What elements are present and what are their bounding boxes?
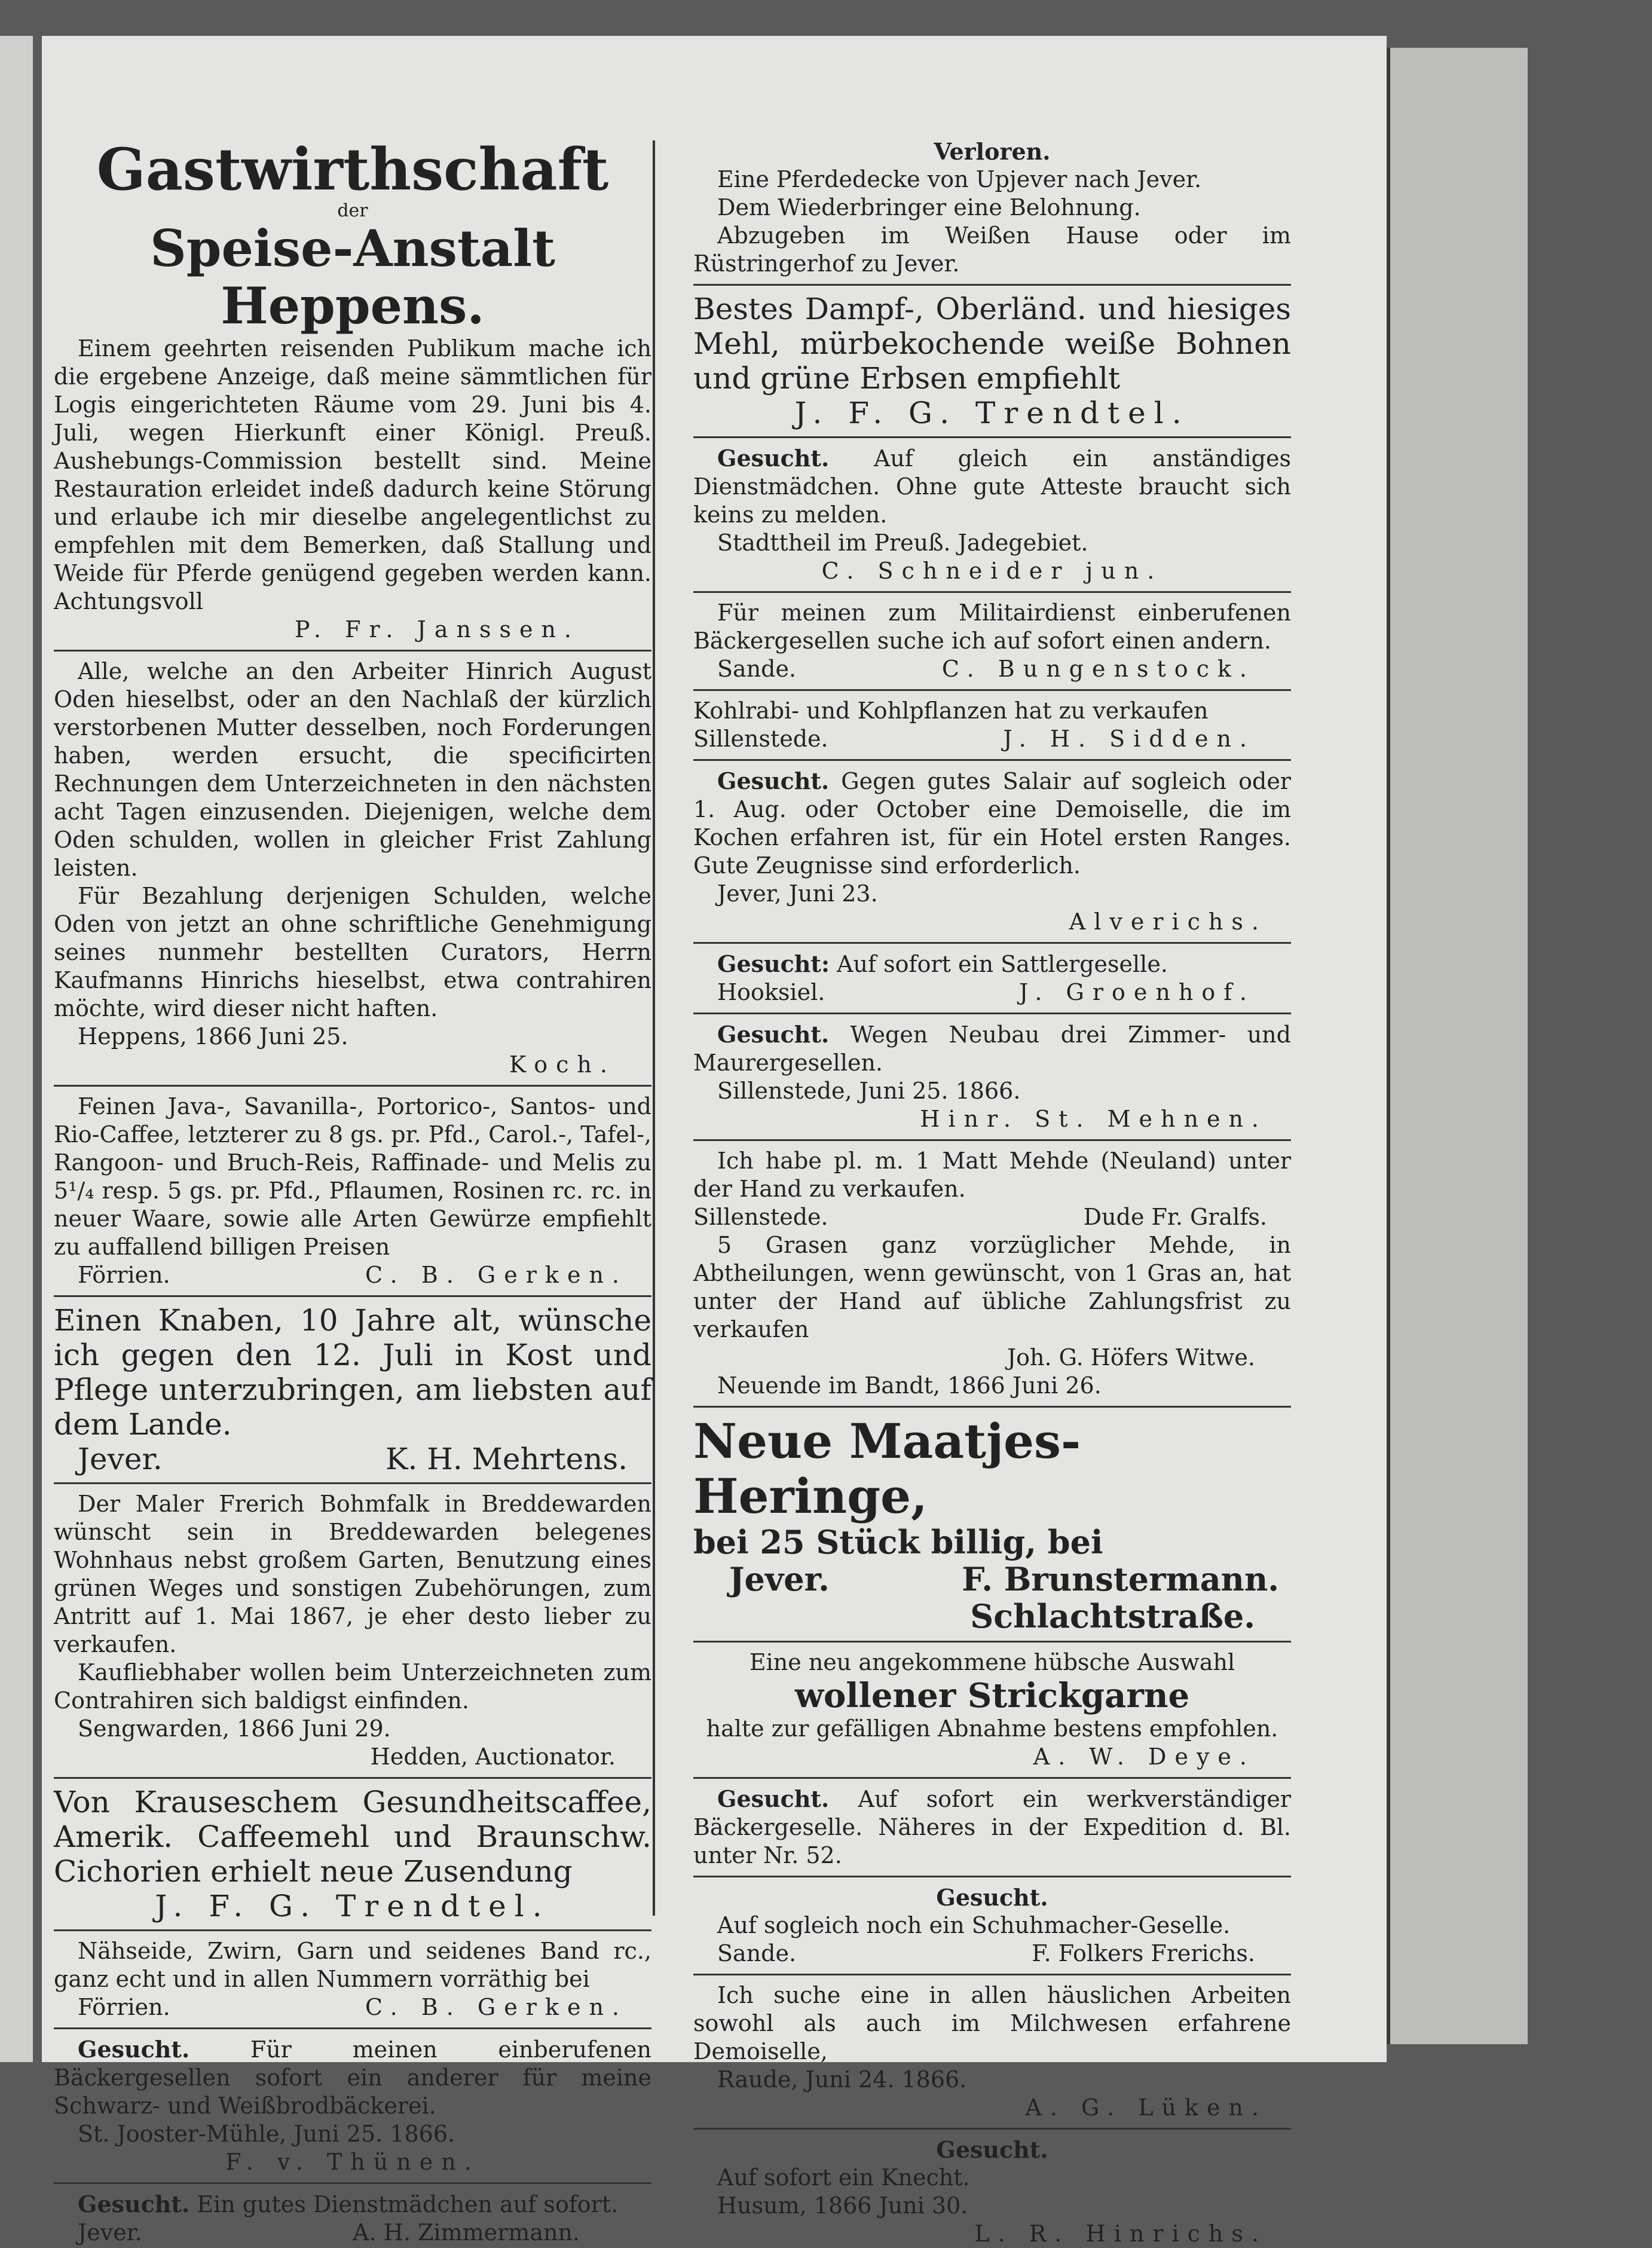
ad-signature: C. Schneider jun. [821, 558, 1163, 584]
separator [693, 689, 1291, 691]
ad-signature: F. v. Thünen. [225, 2149, 480, 2175]
ad-signature: Dude Fr. Gralfs. [1083, 1204, 1267, 1230]
ad-body: Auf sofort ein werkverständiger Bäckergeselle. Näheres in der Expedition d. Bl. unter Nr. 52. [693, 1786, 1291, 1868]
ad-signature: A. H. Zimmermann. [353, 2219, 580, 2246]
ad-body: Von Krauseschem Gesundheitscaffee, Amerik. Caffeemehl und Braunschw. Cichorien erhielt neue Zusendung [54, 1785, 651, 1889]
ad-label: Gesucht. [78, 2191, 190, 2218]
ad-date: Jever, Juni 23. [717, 880, 878, 907]
ad-place: Jever. [78, 1442, 163, 1476]
ad-place: Sande. [717, 656, 797, 682]
ad-body: Eine neu angekommene hübsche Auswahl [749, 1649, 1235, 1675]
ad-body: Bestes Dampf-, Oberländ. und hiesiges Mehl, mürbekochende weiße Bohnen und grüne Erbsen empfiehlt [693, 292, 1291, 396]
ad-signature: Joh. G. Höfers Witwe. [1007, 1344, 1255, 1371]
separator [54, 2182, 651, 2184]
ad-label: Gesucht. [78, 2036, 190, 2063]
ad-schuhmacher [693, 1883, 1291, 1968]
ad-body: Auf sogleich noch ein Schuhmacher-Geselle. [717, 1912, 1231, 1938]
ad-place: Jever. [729, 1560, 830, 1598]
ad-sattlergeselle [693, 950, 1291, 1007]
ad-body: Auf sofort ein Sattlergeselle. [837, 951, 1168, 977]
ad-title: Verloren. [934, 138, 1051, 165]
separator [693, 1406, 1291, 1408]
ad-baeckergeselle [54, 2035, 651, 2176]
ad-dienstmaedchen-gesucht [693, 444, 1291, 585]
right-column [693, 137, 1291, 2248]
ad-label: Gesucht. [936, 1884, 1048, 1911]
ad-signature: J. F. G. Trendtel. [794, 396, 1190, 430]
ad-title: Gastwirthschaft [96, 136, 609, 203]
ad-body: Für Bezahlung derjenigen Schulden, welche Oden von jetzt an ohne schriftliche Genehmigung seines nunmehr bestellten Curators, Herrn Kaufmanns Hinrichs hieselbst, etwa contrahiren möchte, wird dieser nicht haften. [54, 883, 651, 1021]
ad-body: Feinen Java-, Savanilla-, Portorico-, Santos- und Rio-Caffee, letzterer zu 8 gs. pr. Pfd., Carol.-, Tafel-, Rangoon- und Bruch-Reis, Raffinade- und Melis zu 5¹/₄ resp. 5 gs. pr. Pfd., Pflaumen, Rosinen rc. rc. in neuer Waare, sowie alle Arten Gewürze empfiehlt zu auffallend billigen Preisen [54, 1093, 651, 1260]
ad-maatjes-heringe [693, 1414, 1291, 1635]
ad-body: 5 Grasen ganz vorzüglicher Mehde, in Abtheilungen, wenn gewünscht, von 1 Gras an, hat unter der Hand auf übliche Zahlungsfrist zu verkaufen [693, 1232, 1291, 1342]
ad-date: St. Jooster-Mühle, Juni 25. 1866. [78, 2121, 455, 2147]
separator [693, 2128, 1291, 2130]
ad-werkverstaendig [693, 1785, 1291, 1870]
ad-place: Förrien. [78, 1994, 170, 2020]
separator [693, 1013, 1291, 1014]
ad-dienstmaedchen [54, 2190, 651, 2247]
separator [54, 1929, 651, 1931]
ad-mehde [693, 1147, 1291, 1400]
ad-place: Förrien. [78, 1262, 170, 1288]
ad-body: Für meinen zum Militairdienst einberufenen Bäckergesellen suche ich auf sofort einen andern. [693, 600, 1291, 654]
ad-body: Auf gleich ein anständiges Dienstmädchen. Ohne gute Atteste braucht sich keins zu melden. [693, 445, 1291, 528]
ad-signature: J. F. G. Trendtel. [155, 1889, 550, 1923]
ad-date: Heppens, 1866 Juni 25. [78, 1023, 348, 1050]
ad-label: Gesucht: [717, 950, 830, 977]
ad-signature: Hedden, Auctionator. [370, 1744, 616, 1770]
separator [54, 1482, 651, 1484]
ad-place: Jever. [78, 2219, 142, 2246]
ad-signature: J. Groenhof. [1019, 979, 1255, 1005]
ad-signature: L. R. Hinrichs. [974, 2221, 1267, 2247]
ad-body: Alle, welche an den Arbeiter Hinrich August Oden hieselbst, oder an den Nachlaß der kürzlich verstorbenen Mutter desselben, noch Forderungen haben, werden ersucht, die specificirten Rechnungen dem Unterzeichneten in den nächsten acht Tagen einzusenden. Diejenigen, welche dem Oden schulden, wollen in gleicher Frist Zahlung leisten. [54, 658, 651, 881]
ad-java-caffee [54, 1093, 651, 1289]
book-page-edges [1387, 48, 1528, 2044]
ad-signature: A. W. Deye. [1033, 1744, 1255, 1770]
ad-date: Raude, Juni 24. 1866. [717, 2066, 967, 2093]
ad-body: Dem Wiederbringer eine Belohnung. [717, 194, 1141, 221]
ad-knecht [693, 2136, 1291, 2248]
ad-body: Wegen Neubau drei Zimmer- und Maurergesellen. [693, 1021, 1291, 1076]
ad-mehl [693, 292, 1291, 430]
ad-oden [54, 657, 651, 1079]
ad-title: Neue Maatjes-Heringe, [693, 1413, 1081, 1524]
ad-maler [54, 1490, 651, 1771]
ad-body: Einem geehrten reisenden Publikum mache ich die ergebene Anzeige, daß meine sämmtlichen für Logis eingerichteten Räume vom 29. Juni bis 4. Juli, wegen Hierkunft einer Königl. Preuß. Aushebungs-Commission bestellt sind. Meine Restauration erleidet indeß dadurch keine Störung und erlaube ich mir dieselbe angelegentlichst zu empfehlen mit dem Bemerken, daß Stallung und Weide für Pferde genügend gegeben werden kann. Achtungsvoll [54, 335, 651, 614]
separator [693, 436, 1291, 438]
separator [693, 1641, 1291, 1643]
ad-body: Abzugeben im Weißen Hause oder im Rüstringerhof zu Jever. [693, 222, 1291, 277]
ad-body: halte zur gefälligen Abnahme bestens empfohlen. [706, 1715, 1278, 1742]
ad-strickgarne [693, 1648, 1291, 1771]
ad-signature: C. B. Gerken. [365, 1262, 628, 1288]
ad-body: bei 25 Stück billig, bei [693, 1523, 1103, 1561]
separator [693, 1876, 1291, 1877]
ad-label: Gesucht. [717, 1785, 830, 1812]
ad-date: Sillenstede, Juni 25. 1866. [717, 1078, 1021, 1104]
separator [54, 1777, 651, 1779]
left-column [54, 137, 651, 2247]
ad-body: Auf sofort ein Knecht. [717, 2164, 970, 2191]
ad-place: Sillenstede. [693, 726, 828, 752]
column-divider [653, 140, 655, 1916]
ad-signature: Hinr. St. Mehnen. [920, 1106, 1267, 1132]
ad-signature: F. Brunstermann. [962, 1560, 1279, 1598]
ad-knaben [54, 1303, 651, 1476]
ad-place: Stadttheil im Preuß. Jadegebiet. [717, 530, 1088, 556]
ad-militairdienst [693, 599, 1291, 683]
ad-signature: J. H. Sidden. [1003, 726, 1255, 752]
separator [54, 650, 651, 652]
ad-body: Ich habe pl. m. 1 Matt Mehde (Neuland) unter der Hand zu verkaufen. [693, 1148, 1291, 1202]
ad-body: Kohlrabi- und Kohlpflanzen hat zu verkaufen [693, 698, 1209, 724]
ad-signature: C. Bungenstock. [941, 656, 1255, 682]
ad-body: Nähseide, Zwirn, Garn und seidenes Band rc., ganz echt und in allen Nummern vorräthig bei [54, 1938, 651, 1992]
ad-demoiselle [693, 767, 1291, 936]
ad-signature: A. G. Lüken. [1025, 2094, 1267, 2121]
ad-body: Einen Knaben, 10 Jahre alt, wünsche ich gegen den 12. Juli in Kost und Pflege unterzubringen, am liebsten auf dem Lande. [54, 1303, 651, 1442]
separator [693, 1974, 1291, 1975]
separator [54, 1085, 651, 1087]
ad-signature: K. H. Mehrtens. [386, 1442, 628, 1476]
separator [693, 1139, 1291, 1141]
separator [693, 1777, 1291, 1779]
ad-subtitle: der [337, 200, 368, 221]
ad-body: Für meinen einberufenen Bäckergesellen sofort ein anderer für meine Schwarz- und Weißbrodbäckerei. [54, 2036, 651, 2119]
ad-signature: P. Fr. Janssen. [295, 616, 580, 643]
ad-signature: Alverichs. [1069, 909, 1267, 935]
ad-naehseide [54, 1937, 651, 2021]
ad-body: Gegen gutes Salair auf sogleich oder 1. Aug. oder October eine Demoiselle, die im Kochen erfahren ist, für ein Hotel ersten Ranges. Gute Zeugnisse sind erforderlich. [693, 768, 1291, 879]
ad-signature: F. Folkers Frerichs. [1032, 1940, 1255, 1966]
ad-address: Schlachtstraße. [970, 1597, 1255, 1635]
ad-title: Speise-Anstalt Heppens. [150, 219, 555, 335]
ad-place: Sillenstede. [693, 1204, 828, 1230]
ad-signature: Koch. [509, 1051, 616, 1078]
separator [693, 284, 1291, 286]
ad-gastwirthschaft [54, 137, 651, 644]
ad-label: Gesucht. [936, 2136, 1048, 2163]
separator [693, 759, 1291, 761]
ad-verloren [693, 137, 1291, 278]
ad-date: Neuende im Bandt, 1866 Juni 26. [717, 1372, 1102, 1399]
ad-body: Ich suche eine in allen häuslichen Arbeiten sowohl als auch im Milchwesen erfahrene Demoiselle, [693, 1982, 1291, 2065]
ad-label: Gesucht. [717, 1021, 830, 1048]
ad-haeusliche-arbeiten [693, 1981, 1291, 2122]
separator [54, 1295, 651, 1297]
left-page-edge [0, 36, 33, 2062]
ad-body: Kaufliebhaber wollen beim Unterzeichneten zum Contrahiren sich baldigst einfinden. [54, 1659, 651, 1714]
ad-body: Ein gutes Dienstmädchen auf sofort. [197, 2191, 619, 2218]
ad-date: Husum, 1866 Juni 30. [717, 2192, 968, 2219]
ad-kohlpflanzen [693, 697, 1291, 753]
ad-signature: C. B. Gerken. [365, 1994, 628, 2020]
separator [693, 942, 1291, 944]
ad-date: Sengwarden, 1866 Juni 29. [78, 1715, 391, 1742]
ad-body: Der Maler Frerich Bohmfalk in Breddewarden wünscht sein in Breddewarden belegenes Wohnhaus nebst großem Garten, Benutzung eines grünen Weges und sonstigen Zubehörungen, zum Antritt auf 1. Mai 1867, je eher desto lieber zu verkaufen. [54, 1491, 651, 1657]
ad-place: Sande. [717, 1940, 797, 1966]
ad-neubau [693, 1020, 1291, 1133]
ad-krause [54, 1785, 651, 1923]
ad-label: Gesucht. [717, 445, 830, 472]
ad-body: Eine Pferdedecke von Upjever nach Jever. [717, 166, 1202, 192]
separator [54, 2027, 651, 2029]
ad-label: Gesucht. [717, 767, 830, 794]
separator [693, 591, 1291, 593]
ad-title: wollener Strickgarne [794, 1676, 1190, 1715]
ad-place: Hooksiel. [717, 979, 825, 1005]
